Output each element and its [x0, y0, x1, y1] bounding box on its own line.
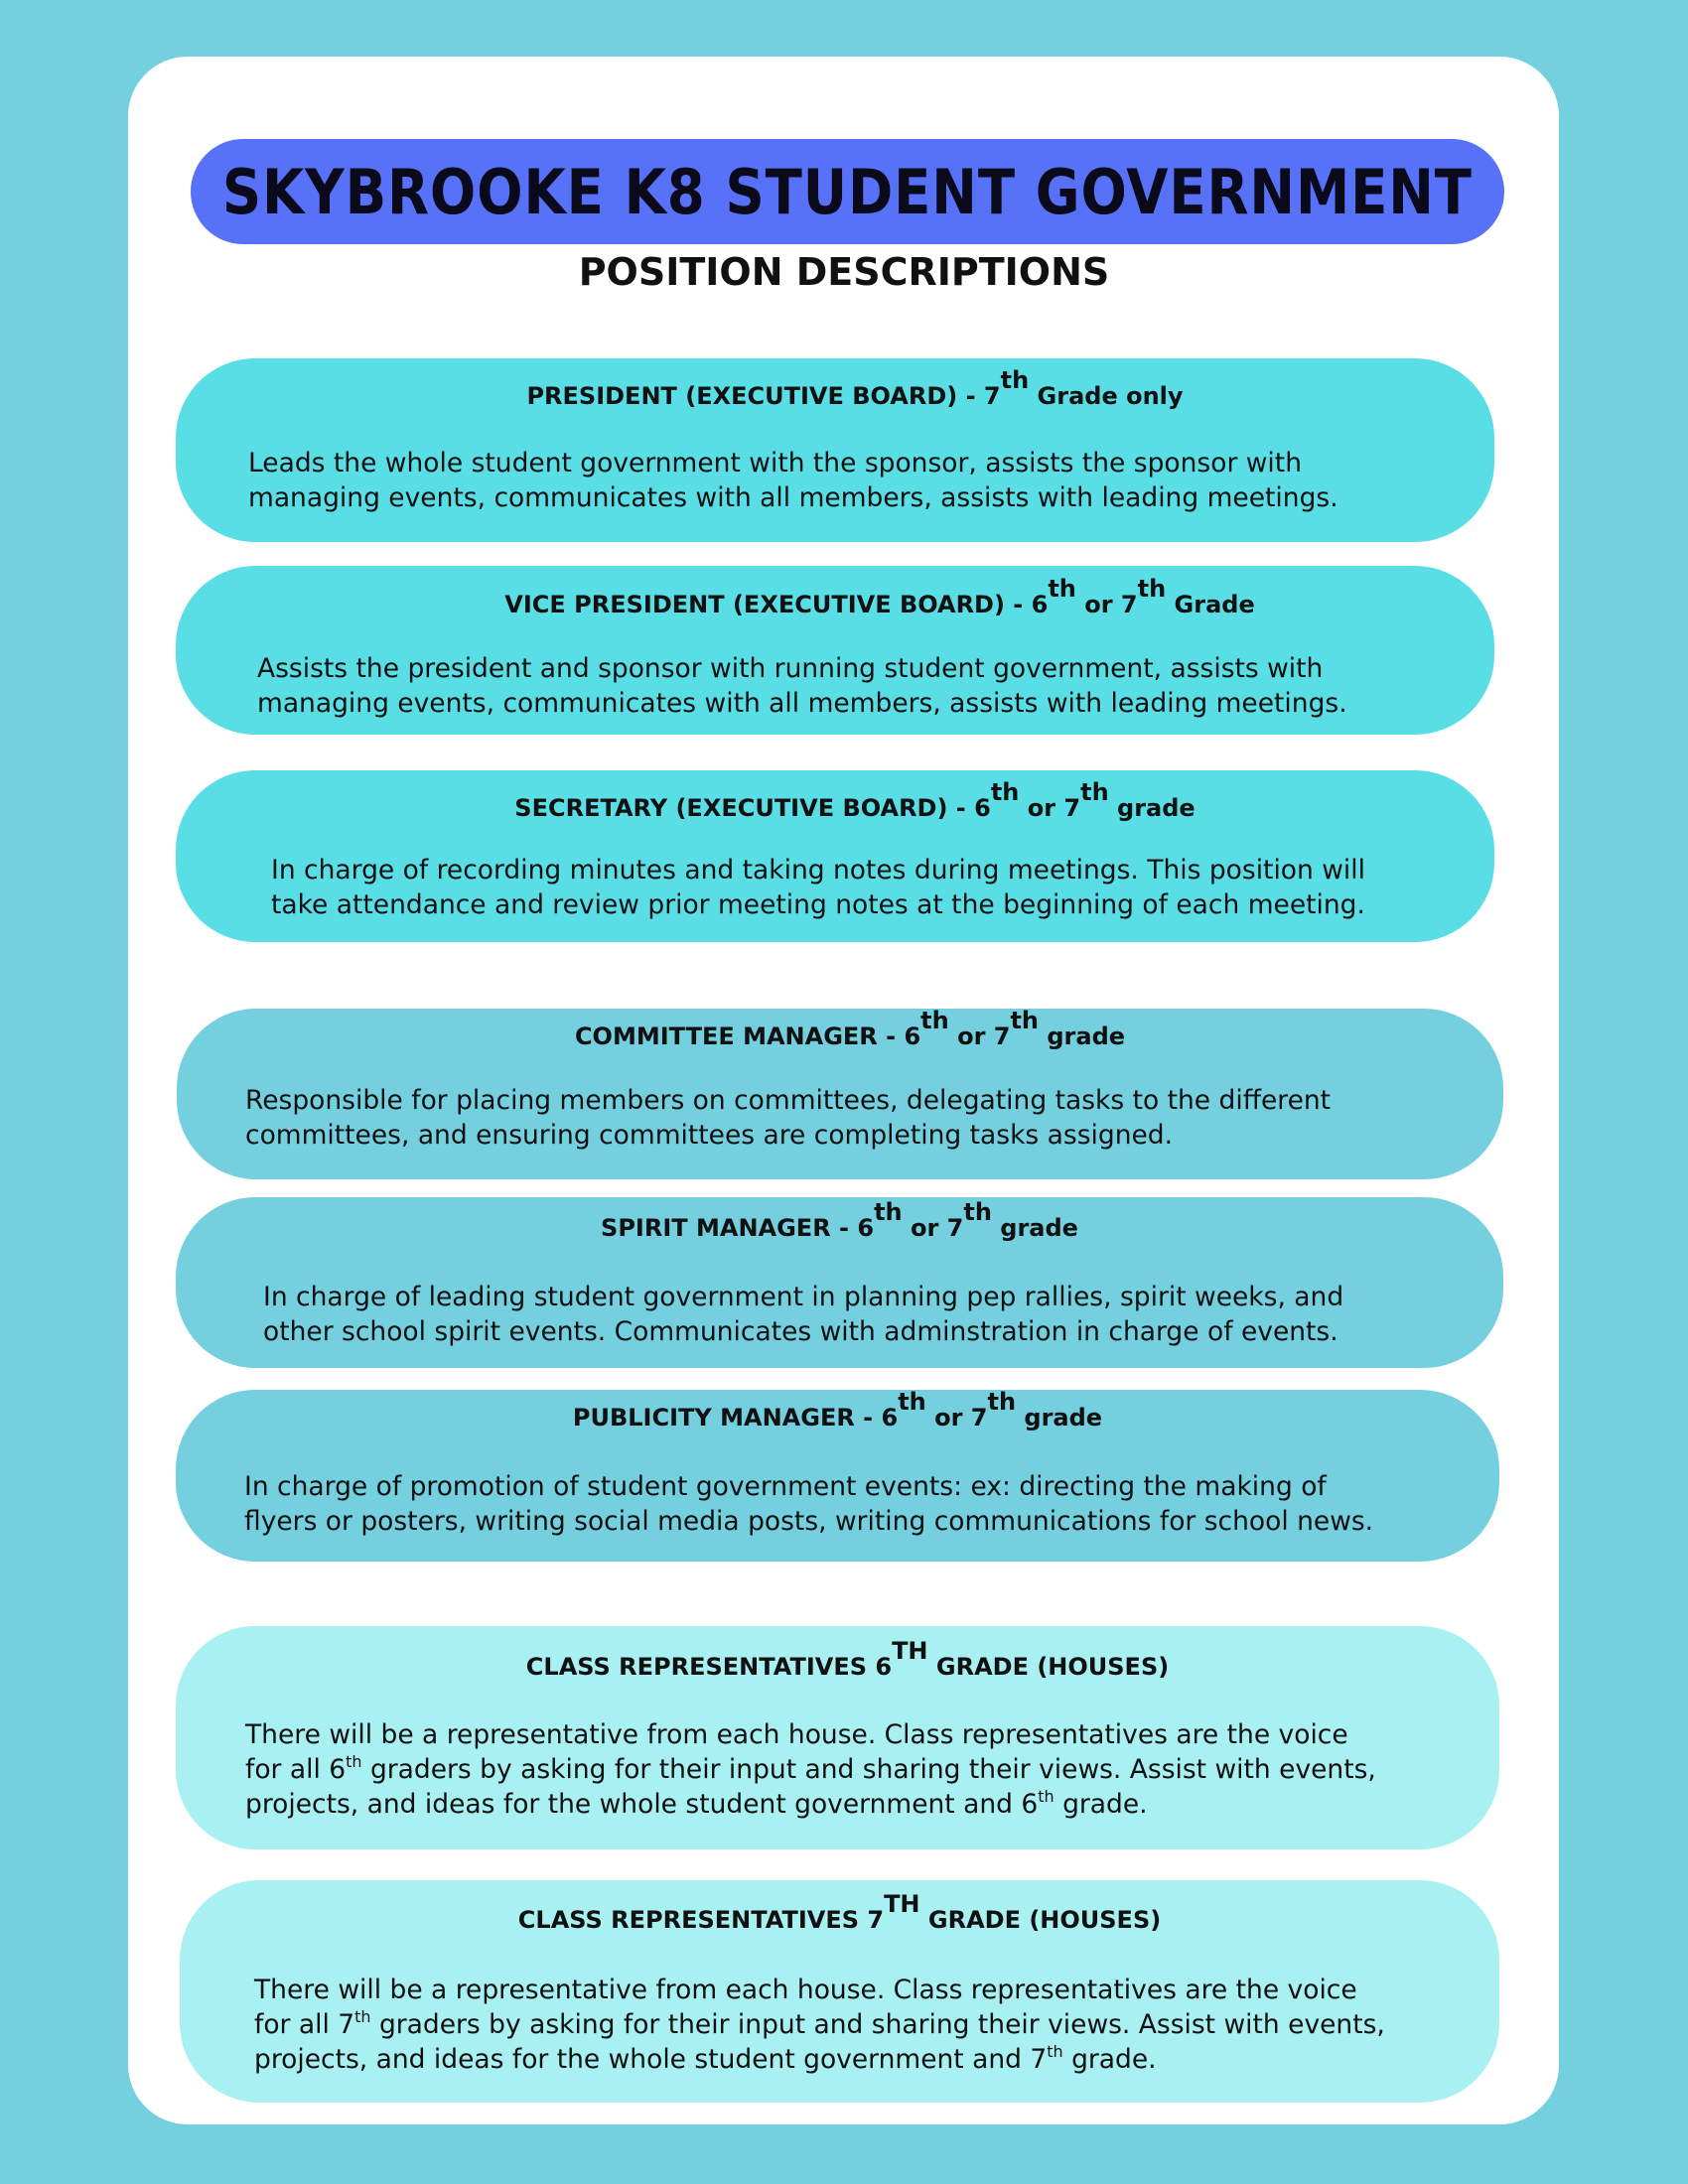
spirit-manager-title: SPIRIT MANAGER - 6th or 7th grade — [601, 1198, 1078, 1242]
class-reps-6th-title: CLASS REPRESENTATIVES 6TH GRADE (HOUSES) — [525, 1637, 1170, 1681]
class-reps-6th-description: There will be a representative from each house. Class representatives are the voice for all 6th graders by asking for their input and sharing their views. Assist with events, projects, and ideas for the whole student government and 6th grade. — [245, 1719, 1376, 1820]
spirit-manager-description: In charge of leading student government in planning pep rallies, spirit weeks, and other school spirit events. Communicates with adminstration in charge of events. — [263, 1282, 1344, 1347]
title-banner — [191, 139, 1504, 244]
vice-president-description: Assists the president and sponsor with running student government, assists with managing events, communicates with all members, assists with leading meetings. — [257, 653, 1347, 719]
president-title: PRESIDENT (EXECUTIVE BOARD) - 7th Grade only — [526, 366, 1184, 410]
secretary-card — [176, 770, 1494, 942]
publicity-manager-description: In charge of promotion of student government events: ex: directing the making of flyers or posters, writing social media posts, writing communications for school news. — [244, 1471, 1374, 1537]
spirit-manager-card — [176, 1197, 1503, 1368]
vice-president-title: VICE PRESIDENT (EXECUTIVE BOARD) - 6th or 7th Grade — [504, 575, 1255, 618]
class-reps-7th-description: There will be a representative from each house. Class representatives are the voice for all 7th graders by asking for their input and sharing their views. Assist with events, projects, and ideas for the whole student government and 7th grade. — [254, 1975, 1385, 2075]
secretary-description: In charge of recording minutes and taking notes during meetings. This position will take attendance and review prior meeting notes at the beginning of each meeting. — [271, 855, 1366, 920]
class-reps-7th-card — [180, 1880, 1499, 2103]
class-reps-7th-title: CLASS REPRESENTATIVES 7TH GRADE (HOUSES) — [517, 1890, 1162, 1934]
publicity-manager-card — [176, 1390, 1499, 1562]
vice-president-card — [176, 566, 1494, 735]
page-title: SKYBROOKE K8 STUDENT GOVERNMENT — [221, 155, 1474, 228]
secretary-title: SECRETARY (EXECUTIVE BOARD) - 6th or 7th grade — [514, 778, 1196, 822]
class-reps-6th-card — [176, 1626, 1499, 1849]
committee-manager-card — [177, 1009, 1503, 1179]
committee-manager-description: Responsible for placing members on committees, delegating tasks to the different committees, and ensuring committees are completing tasks assigned. — [245, 1085, 1332, 1151]
committee-manager-title: COMMITTEE MANAGER - 6th or 7th grade — [574, 1007, 1126, 1050]
president-description: Leads the whole student government with the sponsor, assists the sponsor with managing events, communicates with all members, assists with leading meetings. — [248, 448, 1338, 513]
president-card — [176, 358, 1494, 542]
page-subtitle: POSITION DESCRIPTIONS — [578, 250, 1110, 294]
publicity-manager-title: PUBLICITY MANAGER - 6th or 7th grade — [572, 1388, 1103, 1432]
